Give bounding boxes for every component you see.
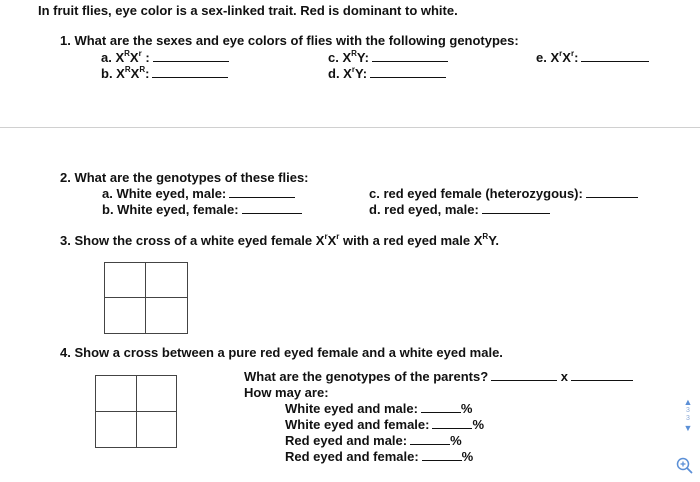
q4-parent1-blank[interactable]: [491, 369, 557, 381]
q1-c: c. $X^RY$:: [328, 50, 448, 65]
q4-red-female-blank[interactable]: [422, 449, 462, 461]
q1-b: b. $X^RX^R$:: [101, 66, 228, 81]
q1-e-label: e.: [536, 50, 547, 65]
page-total: 3: [686, 415, 690, 422]
q1-text: What are the sexes and eye colors of flies with the following genotypes:: [74, 33, 519, 48]
page-down-arrow-icon[interactable]: ▼: [683, 423, 693, 433]
q4-red-male-blank[interactable]: [410, 433, 450, 445]
percent-sign: %: [450, 433, 462, 448]
q2-d: [369, 202, 550, 217]
q4-parents-label: What are the genotypes of the parents?: [244, 369, 489, 384]
q4-red-female: [285, 449, 473, 464]
q1-b-label: b.: [101, 66, 113, 81]
q1-e-answer-blank[interactable]: [581, 50, 649, 62]
q1-d-answer-blank[interactable]: [370, 66, 446, 78]
cross-symbol: x: [560, 369, 569, 384]
q4-white-female-label: White eyed and female:: [285, 417, 430, 432]
q2-a: [102, 186, 295, 201]
q4-punnett-square[interactable]: [95, 375, 177, 448]
page-navigator: [682, 397, 694, 433]
q4-red-female-label: Red eyed and female:: [285, 449, 419, 464]
q4-prompt: [60, 345, 503, 360]
q2-d-answer-blank[interactable]: [482, 202, 550, 214]
q4-text: Show a cross between a pure red eyed female and a white eyed male.: [74, 345, 503, 360]
q3-punnett-square[interactable]: [104, 262, 188, 334]
percent-sign: %: [461, 449, 474, 464]
percent-sign: %: [460, 401, 473, 416]
q2-c-answer-blank[interactable]: [586, 186, 638, 198]
q4-white-female: [285, 417, 484, 432]
q2-b-label: b. White eyed, female:: [102, 202, 239, 217]
q1-a-answer-blank[interactable]: [153, 50, 229, 62]
page-current: 3: [686, 407, 690, 414]
q1-number: 1.: [60, 33, 71, 48]
q1-d: d. $X^rY$:: [328, 66, 446, 81]
q4-white-female-blank[interactable]: [432, 417, 472, 429]
q3-text: Show the cross of a white eyed female X: [74, 233, 325, 248]
q4-parent2-blank[interactable]: [571, 369, 633, 381]
q2-prompt: [60, 170, 309, 185]
q4-how-many: How may are:: [244, 385, 329, 400]
q1-e: e. $X^rX^r$:: [536, 50, 649, 65]
zoom-in-icon[interactable]: [675, 456, 693, 474]
q2-b-answer-blank[interactable]: [242, 202, 302, 214]
q2-a-label: a. White eyed, male:: [102, 186, 227, 201]
q3-prompt: 3. Show the cross of a white eyed female $X^rX^r$ with a red eyed male $X^RY$.: [60, 231, 500, 248]
page-up-arrow-icon[interactable]: ▲: [683, 397, 693, 407]
q1-c-label: c.: [328, 50, 339, 65]
q3-number: 3.: [60, 233, 71, 248]
q2-a-answer-blank[interactable]: [229, 186, 295, 198]
q4-white-male-blank[interactable]: [421, 401, 461, 413]
q2-b: [102, 202, 302, 217]
q1-d-label: d.: [328, 66, 340, 81]
q2-c-label: c. red eyed female (heterozygous):: [369, 186, 583, 201]
page-divider: [0, 127, 700, 128]
q1-c-answer-blank[interactable]: [372, 50, 448, 62]
q4-parents: [244, 369, 633, 384]
q4-number: 4.: [60, 345, 71, 360]
q1-b-answer-blank[interactable]: [152, 66, 228, 78]
q2-d-label: d. red eyed, male:: [369, 202, 479, 217]
q4-white-male: [285, 401, 472, 416]
percent-sign: %: [472, 417, 485, 432]
q4-red-male-label: Red eyed and male:: [285, 433, 408, 448]
q4-red-male: [285, 433, 462, 448]
q4-white-male-label: White eyed and male:: [285, 401, 418, 416]
intro-text: In fruit flies, eye color is a sex-linked trait. Red is dominant to white.: [38, 3, 458, 18]
q1-a: a. $X^RX^r$ :: [101, 50, 229, 65]
q2-c: [369, 186, 638, 201]
q1-prompt: [60, 33, 519, 48]
q2-number: 2.: [60, 170, 71, 185]
q1-a-label: a.: [101, 50, 112, 65]
q2-text: What are the genotypes of these flies:: [74, 170, 309, 185]
